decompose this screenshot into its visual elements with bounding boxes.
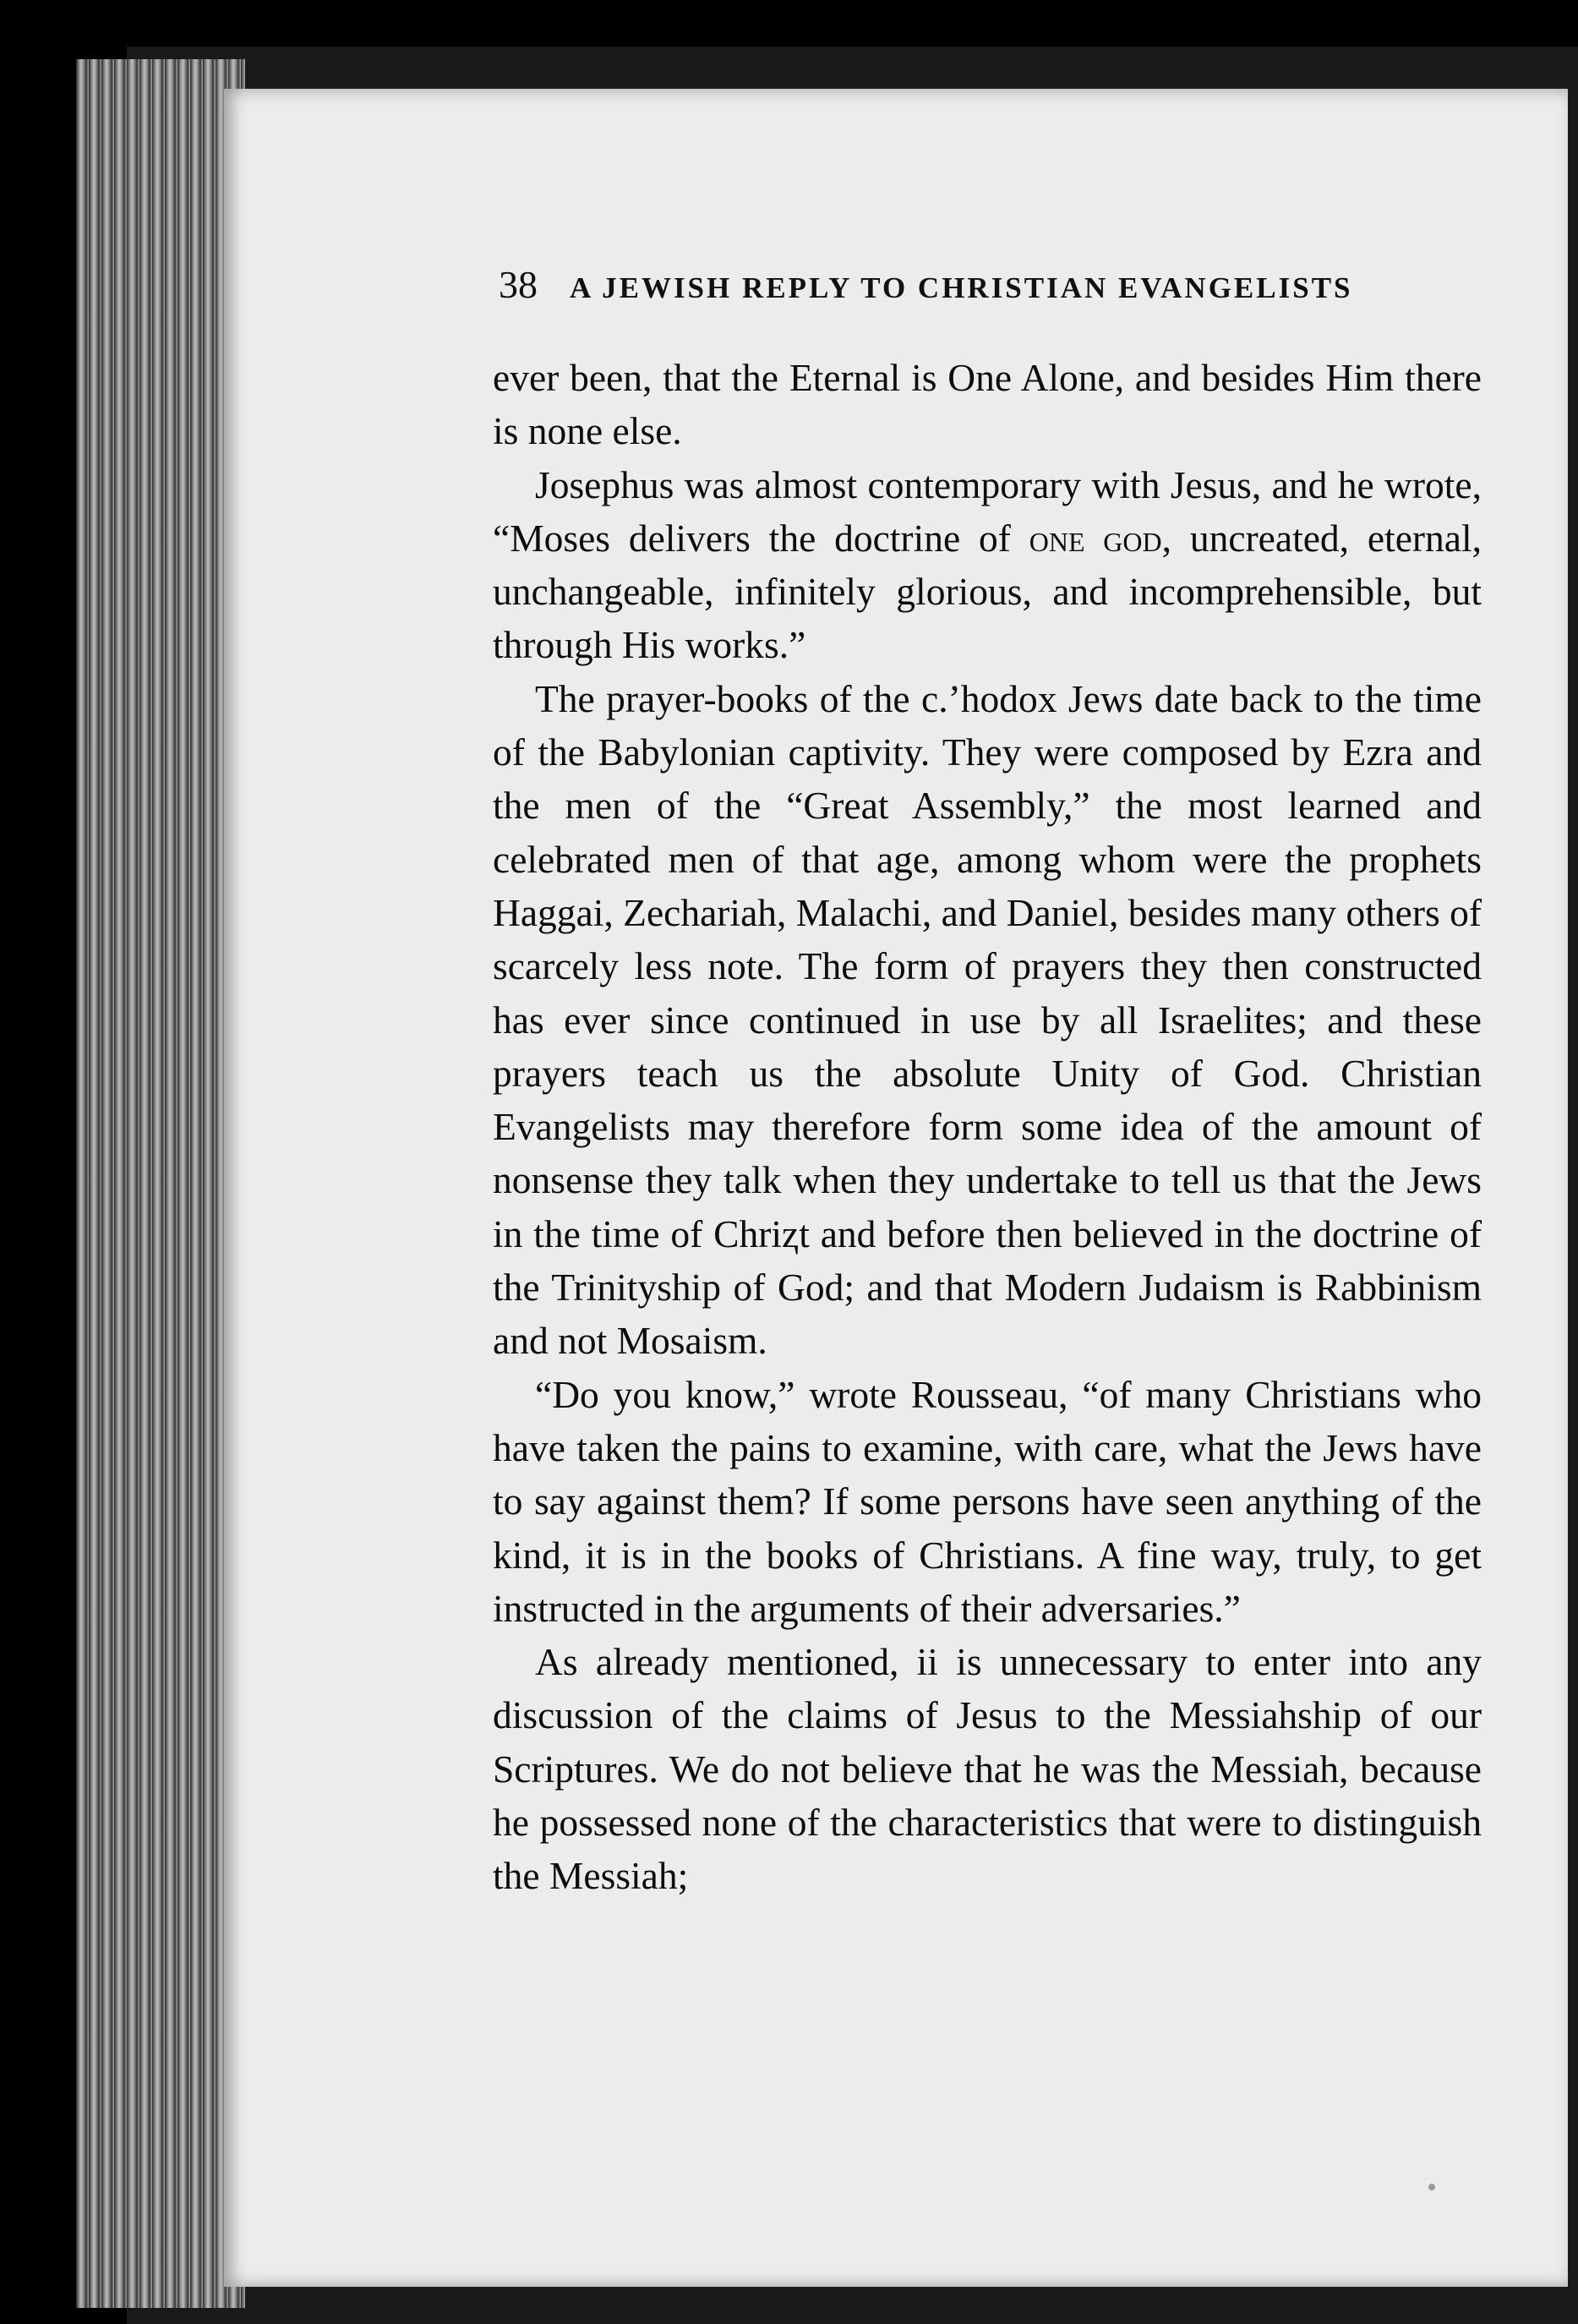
- paragraph-4: “Do you know,” wrote Rousseau, “of many Christians who have taken the pains to examine, with care, what the Jews have to say against them? If some persons have seen anything of the kind, it is in the books of Christians. A fine way, truly, to get instructed in the arguments of their adversaries.”: [493, 1372, 1482, 1630]
- running-head: A JEWISH REPLY TO CHRISTIAN EVANGELISTS: [570, 271, 1353, 304]
- body-text: [493, 351, 1482, 1903]
- paragraph-2: [493, 458, 1482, 672]
- one-god-smallcaps: one god: [1029, 516, 1162, 560]
- page-edges: [76, 59, 245, 2308]
- page-header: [499, 262, 1420, 307]
- paragraph-1: ever been, that the Eternal is One Alone, and besides Him there is none else.: [493, 356, 1482, 453]
- paragraph-2-end: , uncreated, eternal, unchangeable, infinitely glorious, and incomprehensible, but through His works.”: [493, 516, 1482, 667]
- scan-speck: [1428, 2184, 1435, 2190]
- page-number: 38: [499, 263, 538, 306]
- paragraph-5: As already mentioned, ii is unnecessary to enter into any discussion of the claims of Jesus to the Messiahship of our Scriptures. We do not believe that he was the Messiah, because he possessed none of the characteristics that were to distinguish the Messiah;: [493, 1640, 1482, 1898]
- paragraph-2-start: Josephus was almost contemporary with Jesus, and he wrote, “Moses delivers the doctrine of: [493, 462, 1482, 560]
- paragraph-3: The prayer-books of the c.ʼhodox Jews date back to the time of the Babylonian captivity. They were composed by Ezra and the men of the “Great Assembly,” the most learned and celebrated men of that age, among whom were the prophets Haggai, Zechariah, Malachi, and Daniel, besides many others of scarcely less note. The form of prayers they then constructed has ever since continued in use by all Israelites; and these prayers teach us the absolute Unity of God. Christian Evangelists may therefore form some idea of the amount of nonsense they talk when they undertake to tell us that the Jews in the time of Chriⱬt and before then believed in the doctrine of the Trinityship of God; and that Modern Judaism is Rabbinism and not Mosaism.: [493, 676, 1482, 1363]
